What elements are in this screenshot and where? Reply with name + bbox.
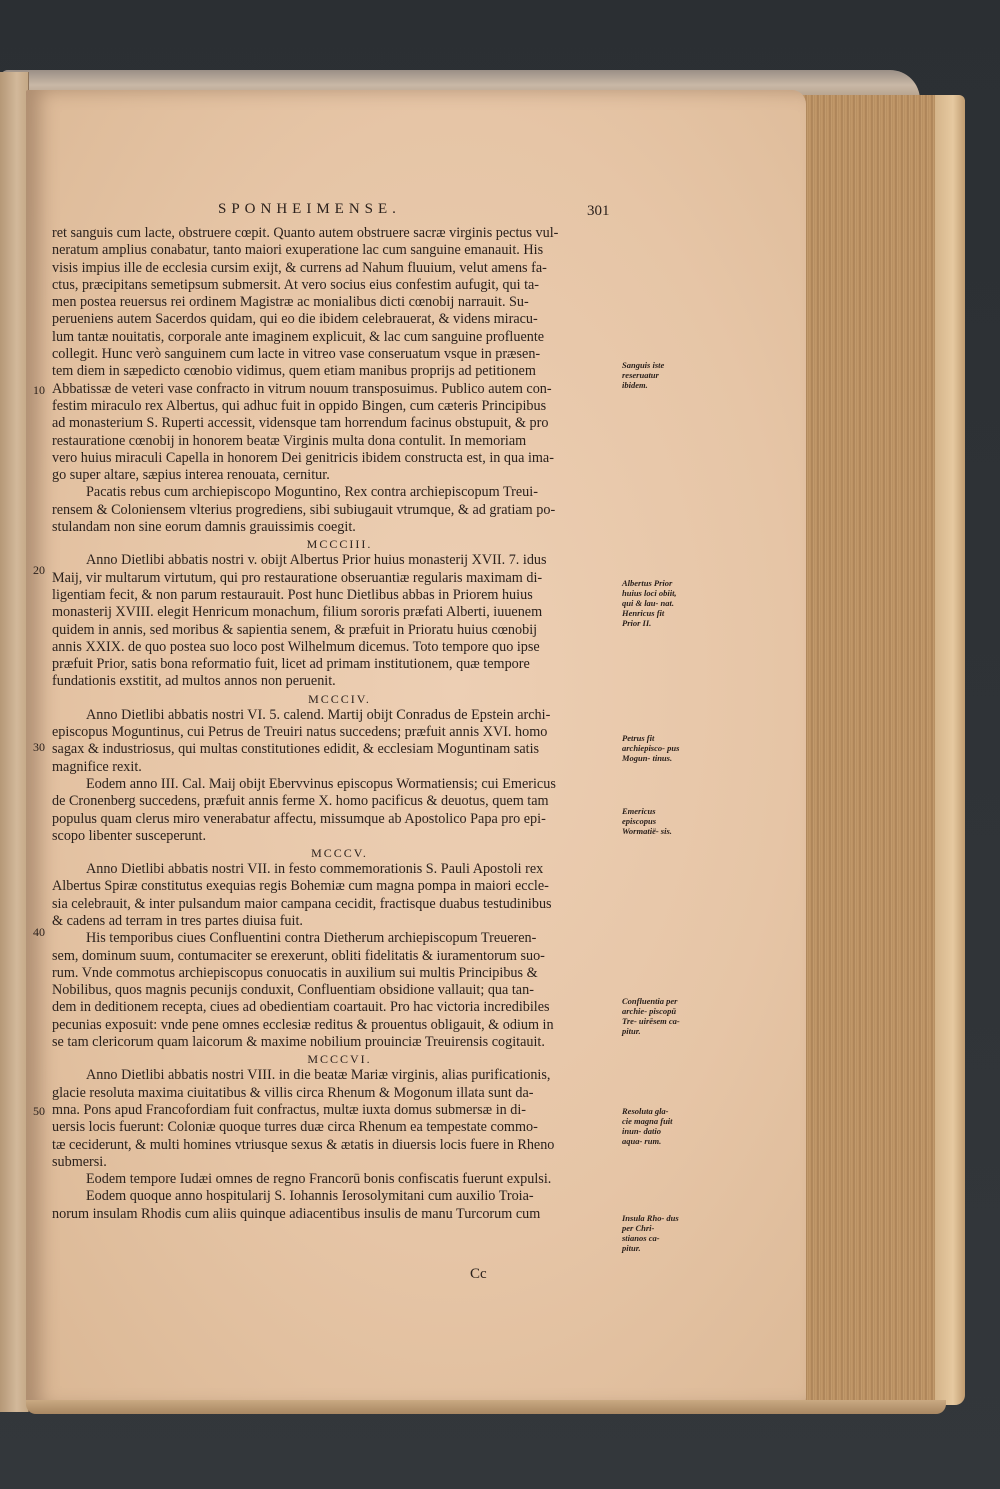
text-line: annis XXIX. de quo postea suo loco post Wilhelmum dicemus. Toto tempore quo ipse: [52, 638, 540, 655]
margin-note: Confluentia per archie- piscopū Tre- uirēsem ca- pitur.: [622, 996, 680, 1036]
margin-note: Insula Rho- dus per Chri- stianos ca- pitur.: [622, 1213, 679, 1253]
margin-note: Petrus fit archiepisco- pus Mogun- tinus.: [622, 733, 680, 763]
margin-note: Albertus Prior huius loci obiit, qui & lau- nat. Henricus fit Prior II.: [622, 578, 677, 628]
text-line: & cadens ad terram in tres partes diuisa fuit.: [52, 912, 303, 929]
year-heading: MCCCIII.: [306, 537, 373, 552]
year-heading: MCCCIV.: [308, 691, 371, 706]
text-line: His temporibus ciues Confluentini contra Dietherum archiepiscopum Treueren-: [86, 930, 537, 947]
text-line: submersi.: [52, 1153, 107, 1170]
text-line: monasterij XVIII. elegit Henricum monachum, filium sororis præfati Alberti, iuuenem: [52, 604, 543, 621]
text-line: neratum amplius conabatur, tanto maiori exuperatione lac cum sanguine emanauit. His: [52, 242, 544, 259]
book-bottom-edge: [26, 1400, 946, 1414]
text-line: visis impius ille de ecclesia cursim exijt, & currens ad Nahum fluuium, velut amens fa-: [52, 259, 547, 276]
text-line: magnifice rexit.: [52, 758, 142, 775]
text-line: vero huius miraculi Capella in honorem Dei genitricis ibidem constructa est, in qua ima-: [52, 449, 554, 466]
main-text: [52, 225, 627, 1223]
text-line: tæ ceciderunt, & multi homines vtriusque sexus & ætatis in diuersis locis fuere in Rheno: [52, 1136, 555, 1153]
text-line: Eodem tempore Iudæi omnes de regno Francorū bonis confiscatis fuerunt expulsi.: [86, 1171, 552, 1188]
paragraph-year-1306-b: [52, 1171, 627, 1223]
text-line: ligentiam fecit, & non parum restaurauit. Post hunc Dietlibus abbas in Priorem huius: [52, 586, 533, 603]
text-line: Pacatis rebus cum archiepiscopo Moguntino, Rex contra archiepiscopum Treui-: [86, 484, 538, 501]
text-line: lum tantæ nouitatis, corporale ante imaginem explicuit, & lac cum sanguine profluente: [52, 328, 545, 345]
text-line: Anno Dietlibi abbatis nostri v. obijt Albertus Prior huius monasterij XVII. 7. idus: [86, 552, 547, 569]
text-line: Anno Dietlibi abbatis nostri VII. in festo commemorationis S. Pauli Apostoli rex: [86, 861, 544, 878]
text-line: de Cronenberg succedens, præfuit annis ferme X. homo pacificus & deuotus, quem tam: [52, 793, 549, 810]
text-line: men postea reuersus rei ordinem Magistræ ac monialibus dicti cœnobij narrauit. Su-: [52, 294, 529, 311]
paragraph-year-1304: [52, 707, 627, 776]
year-heading: MCCCVI.: [307, 1052, 372, 1067]
margin-note: Emericus episcopus Wormatië- sis.: [622, 806, 672, 836]
text-line: Abbatissæ de veteri vase confracto in vitrum nouum transposuimus. Publico autem con-: [52, 380, 552, 397]
text-line: se tam clericorum quam laicorum & maxime nobilium prouinciæ Treuirensis cogitauit.: [52, 1034, 545, 1051]
text-line: glacie resoluta maxima ciuitatibus & villis circa Rhenum & Mogonum illata sunt da-: [52, 1084, 534, 1101]
paragraph-year-1303: [52, 552, 627, 690]
text-line: restauratione cœnobij in honorem beatæ Virginis multa dona contulit. In memoriam: [52, 432, 527, 449]
text-line: festim miraculo rex Albertus, qui adhuc fuit in oppido Bingen, cum cæteris Principibus: [52, 397, 547, 414]
text-line: dem in deditionem recepta, ciues ad obedientiam coartauit. Pro hac victoria incredibiles: [52, 999, 550, 1016]
text-line: scopo libenter susceperunt.: [52, 827, 207, 844]
paragraph-year-1304-b: [52, 776, 627, 845]
text-line: populus quam clerus miro venerabatur affectu, missumque ab Apostolico Papa pro epi-: [52, 810, 546, 827]
signature-mark: Cc: [470, 1266, 487, 1282]
left-page-sliver: [0, 72, 29, 1412]
line-number: 10: [33, 383, 45, 397]
text-line: ret sanguis cum lacte, obstruere cœpit. Quanto autem obstruere sacræ virginis pectus vul-: [52, 225, 559, 241]
text-line: collegit. Hunc verò sanguinem cum lacte in vitreo vase conseruatum vsque in præsen-: [52, 346, 541, 363]
text-line: Nobilibus, quos magnis pecunijs conduxit, Confluentiam obsidione vallauit; qua tan-: [52, 982, 534, 999]
text-line: sem, dominum suum, contumaciter se erexerunt, obliti fidelitatis & iuramentorum suo-: [52, 947, 545, 964]
paragraph-pacatis: [52, 484, 627, 536]
text-line: mna. Pons apud Francofordiam fuit confractus, multæ iuxta domus submersæ in di-: [52, 1101, 527, 1118]
text-line: Eodem quoque anno hospitularij S. Iohannis Ierosolymitani cum auxilio Troia-: [86, 1188, 534, 1205]
book-fore-edge: [790, 95, 950, 1405]
text-line: pecunias exposuit: vnde pene omnes ecclesiæ reditus & prouentus obligauit, & odium in: [52, 1016, 554, 1033]
text-line: Anno Dietlibi abbatis nostri VIII. in die beatæ Mariæ virginis, alias purificationis,: [86, 1067, 551, 1084]
text-line: episcopus Moguntinus, cui Petrus de Treuiri natus succedens; præfuit annis XVI. homo: [52, 724, 548, 741]
text-line: sia celebrauit, & inter pulsandum maior campana cecidit, fractisque duabus testudinibus: [52, 895, 552, 912]
text-line: go super altare, sæpius interea renouata, cernitur.: [52, 467, 330, 484]
text-line: rum. Vnde commotus archiepiscopus conuocatis in auxilium sui multis Principibus &: [52, 964, 538, 981]
paragraph-year-1306: [52, 1067, 627, 1171]
book-cover-edge: [935, 95, 965, 1405]
text-line: ctus, præcipitans semetipsum submersit. At vero socius eius confestim aufugit, qui ta-: [52, 276, 540, 293]
text-line: Eodem anno III. Cal. Maij obijt Ebervvinus episcopus Wormatiensis; cui Emericus: [86, 775, 556, 792]
paragraph-miracle: [52, 225, 627, 484]
line-number: 30: [33, 740, 45, 754]
page-number: 301: [587, 203, 610, 219]
margin-note: Sanguis iste reseruatur ibidem.: [622, 360, 665, 390]
text-line: tem diem in sæpedicto cœnobio vidimus, quem etiam manibus proprijs ad petitionem: [52, 363, 536, 380]
text-line: sagax & industriosus, qui multas constitutiones edidit, & ecclesiam Moguntinam satis: [52, 741, 540, 758]
text-line: Albertus Spiræ constitutus exequias regis Bohemiæ cum magna pompa in maiori eccle-: [52, 878, 549, 895]
text-line: quidem in annis, sed moribus & sapientia senem, & præfuit in Prioratu huius cœnobij: [52, 621, 538, 638]
line-number: 40: [33, 925, 45, 939]
paragraph-year-1305-b: [52, 930, 627, 1051]
text-line: Anno Dietlibi abbatis nostri VI. 5. calend. Martij obijt Conradus de Epstein archi-: [86, 706, 551, 723]
text-line: fundationis exstitit, ad multos annos non peruenit.: [52, 673, 336, 690]
line-number: 50: [33, 1104, 45, 1118]
text-line: perueniens autem Sacerdos quidam, qui eo die ibidem celebrauerat, & videns miracu-: [52, 311, 538, 328]
text-line: ad monasterium S. Ruperti accessit, vidensque tam horrendum facinus obstupuit, & pro: [52, 415, 549, 432]
text-line: rensem & Coloniensem vlterius progrediens, sibi subiugauit vtrumque, & ad gratiam po-: [52, 501, 556, 518]
margin-note: Resoluta gla- cie magna fuit inun- datio aqua- rum.: [622, 1106, 673, 1146]
line-number: 20: [33, 563, 45, 577]
text-line: Maij, vir multarum virtutum, qui pro restauratione obseruantiæ regularis maximam di-: [52, 569, 543, 586]
year-heading: MCCCV.: [311, 846, 368, 861]
running-head: SPONHEIMENSE.: [218, 201, 401, 217]
text-line: norum insulam Rhodis cum aliis quinque adiacentibus insulis de manu Turcorum cum: [52, 1205, 541, 1222]
text-line: uersis locis fuerunt: Coloniæ quoque turres duæ circa Rhenum ea tempestate commo-: [52, 1119, 538, 1136]
text-line: stulandam non sine eorum damnis grauissimis coegit.: [52, 519, 356, 536]
text-line: præfuit Prior, satis bona reformatio fuit, licet ad primam institutionem, quæ tempore: [52, 656, 530, 673]
paragraph-year-1305: [52, 861, 627, 930]
